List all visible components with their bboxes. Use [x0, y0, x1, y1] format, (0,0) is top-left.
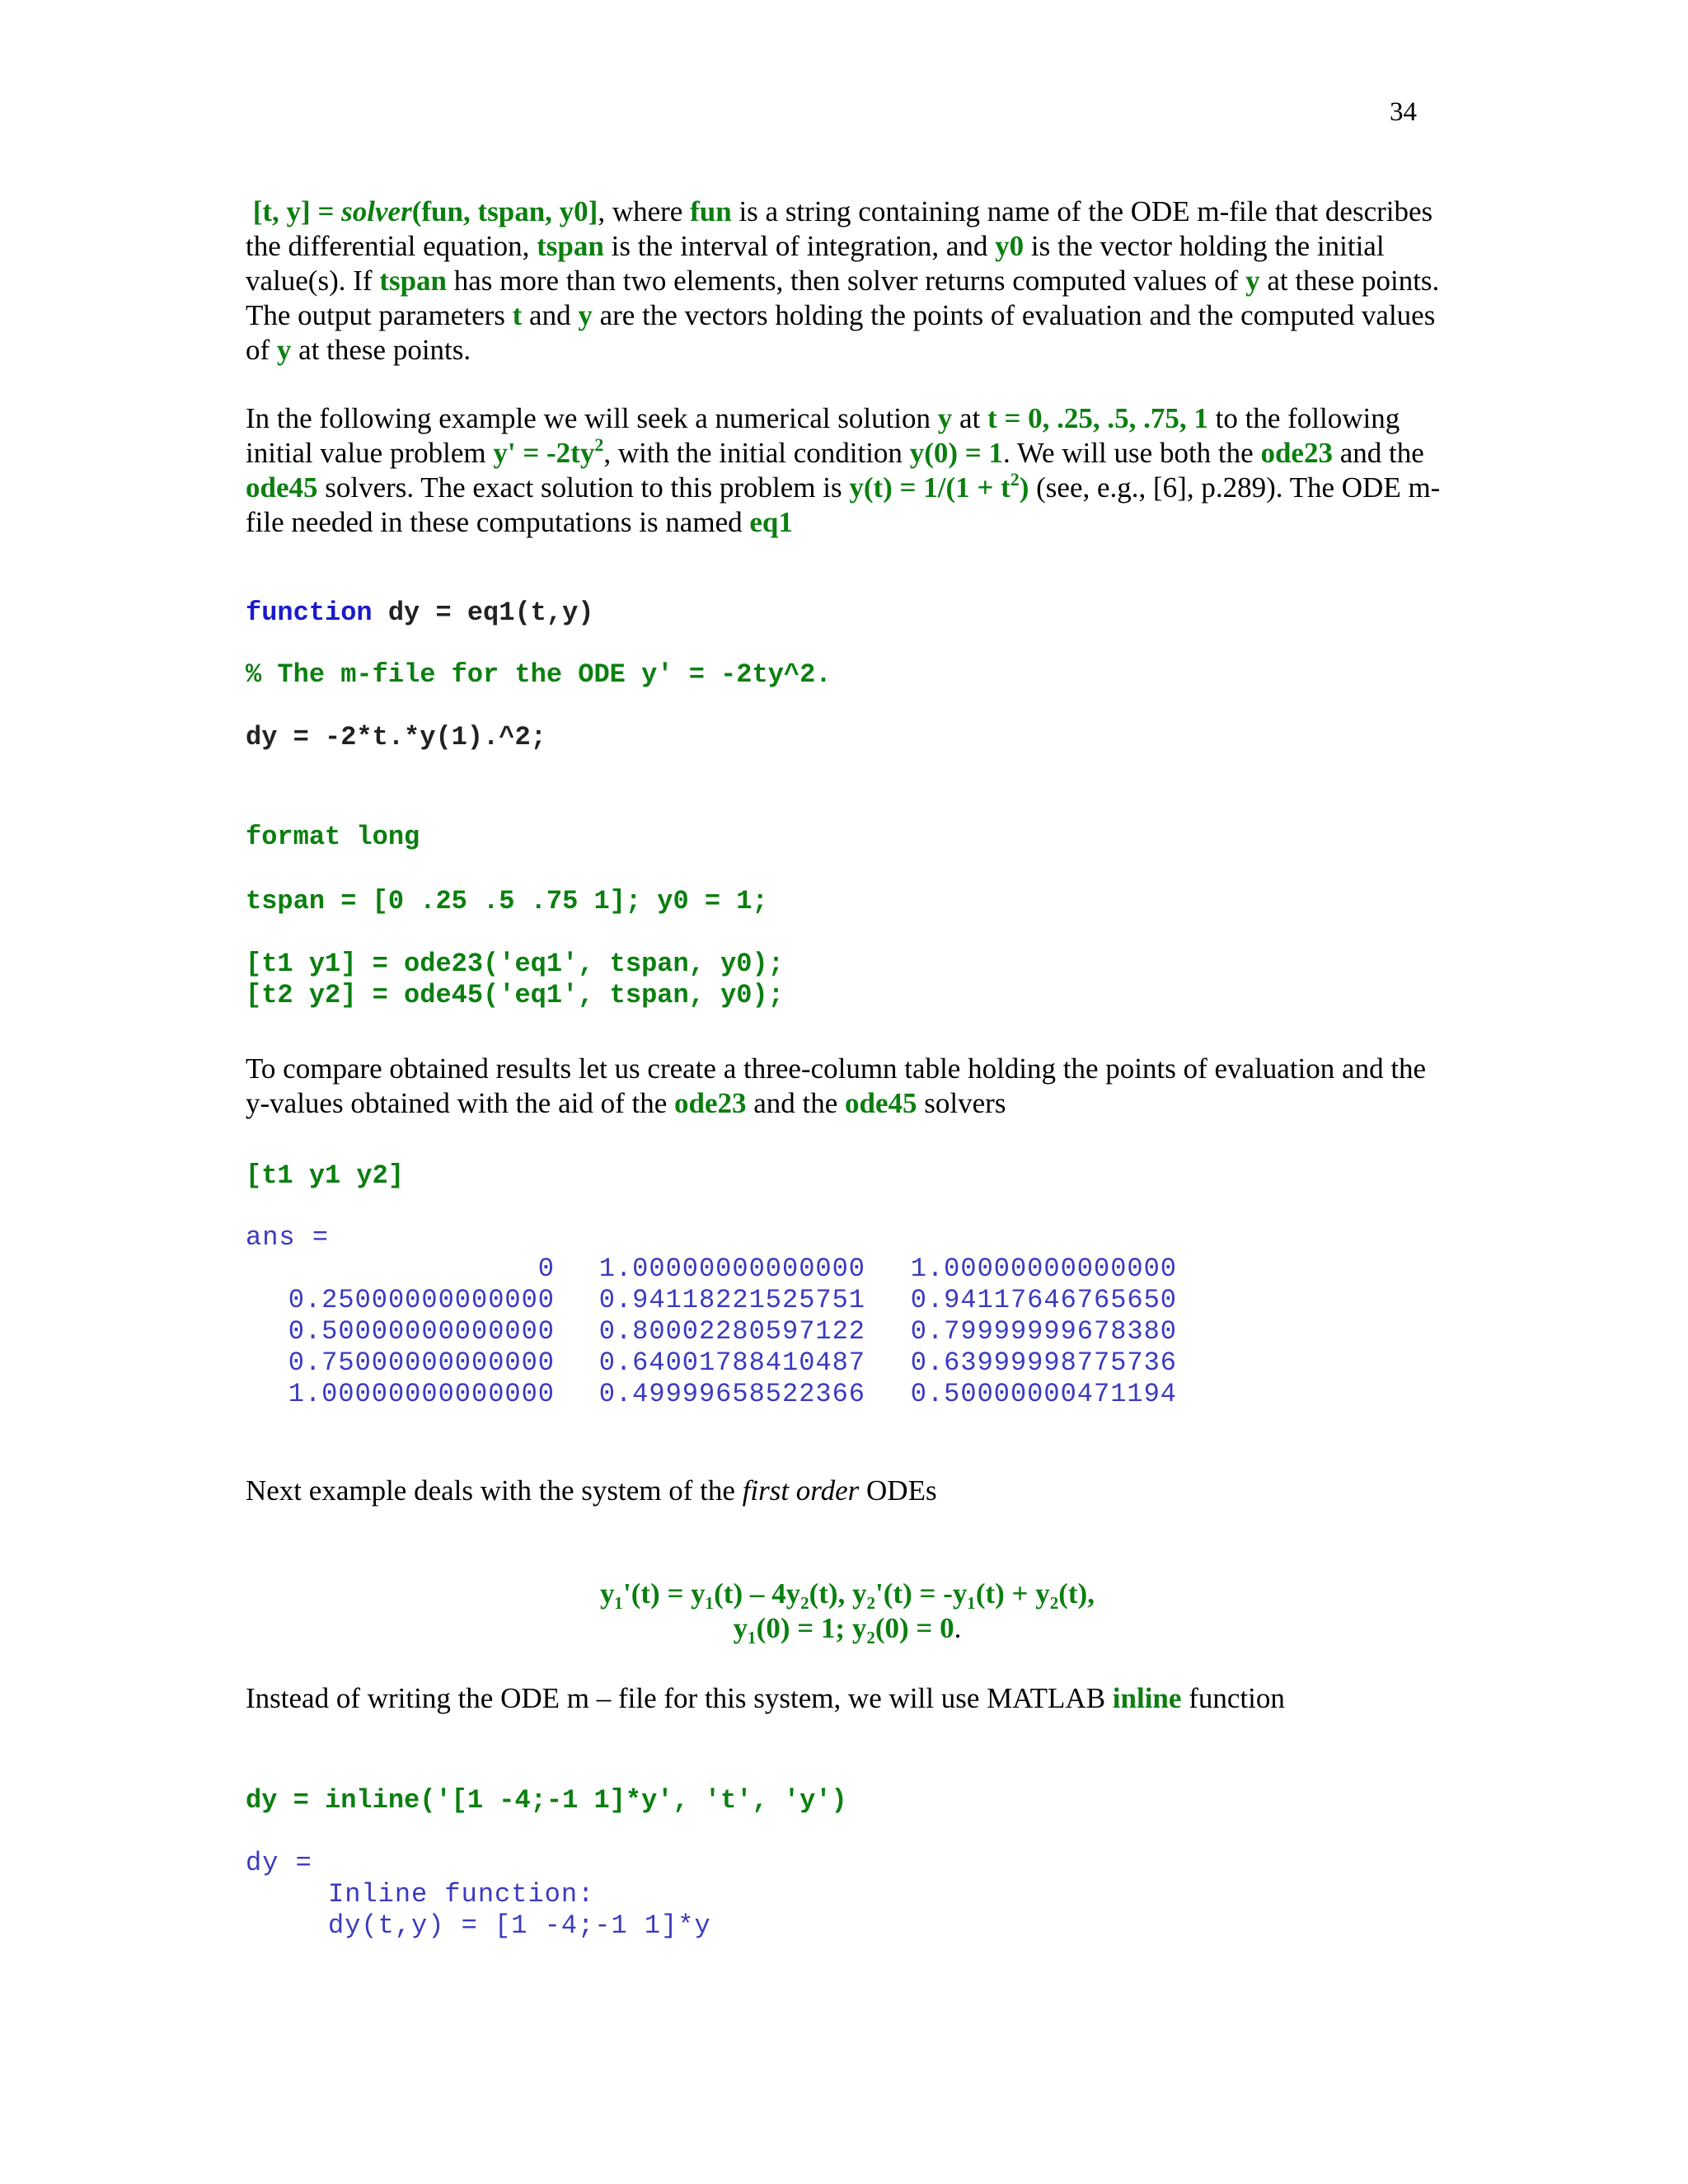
- text-italic: first order: [742, 1474, 860, 1507]
- ans-label: ans =: [246, 1222, 330, 1253]
- term-ode45: ode45: [246, 471, 318, 504]
- text: . We will use both the: [1002, 437, 1261, 469]
- code-tspan: tspan = [0 .25 .5 .75 1]; y0 = 1;: [246, 886, 768, 916]
- text: at these points.: [291, 334, 471, 366]
- code-inline-call: dy = inline('[1 -4;-1 1]*y', 't', 'y'): [246, 1785, 847, 1816]
- ode-text: y' = -2ty: [493, 437, 595, 469]
- system-equation-line1: y₁'(t) = y₁(t) – 4y₂(t), y₂'(t) = -y₁(t) + y₂(t),: [600, 1577, 1095, 1610]
- term-eq1: eq1: [749, 506, 793, 538]
- table-cell: 1.00000000000000: [910, 1254, 1177, 1284]
- text: solvers. The exact solution to this problem is: [317, 471, 850, 504]
- text: is a string containing name of the ODE m-file that describes the differential equation,: [246, 195, 1433, 262]
- paragraph-example: [246, 401, 1449, 540]
- table-cell: 0.63999998775736: [910, 1347, 1177, 1378]
- text: are the vectors holding the points of evaluation and the computed values of: [246, 299, 1436, 366]
- table-cell: 0.94118221525751: [598, 1285, 865, 1315]
- exact-end: ): [1019, 471, 1029, 504]
- paragraph-compare: [246, 1052, 1449, 1121]
- table-cell: 1.00000000000000: [288, 1379, 555, 1409]
- code-body: dy = -2*t.*y(1).^2;: [246, 722, 546, 752]
- text: at these points. The output parameters: [246, 265, 1440, 331]
- table-row: [246, 1285, 1235, 1316]
- text: is the vector holding the initial value(s). If: [246, 230, 1385, 297]
- paragraph-next-example: [246, 1474, 1449, 1508]
- code-comment: % The m-file for the ODE y' = -2ty^2.: [246, 659, 832, 690]
- term-tspan: tspan: [379, 265, 448, 297]
- text: and the: [746, 1087, 846, 1119]
- inline-output-header: Inline function:: [328, 1879, 595, 1910]
- text: Next example deals with the system of the: [246, 1474, 743, 1507]
- code-function-def: [246, 598, 593, 629]
- text: at: [952, 402, 988, 434]
- table-cell: 0.80002280597122: [598, 1316, 865, 1347]
- solver-call-args: (fun, tspan, y0]: [411, 195, 598, 227]
- term-tspan: tspan: [537, 230, 604, 262]
- text: , where: [598, 195, 691, 227]
- text: To compare obtained results let us create a three-column table holding the points of evaluation and the y-values obtained with the aid of the: [246, 1052, 1427, 1119]
- dy-label: dy =: [246, 1848, 312, 1878]
- exact-exponent: 2: [1010, 469, 1020, 490]
- text: (see, e.g., [6], p.289). The ODE m-file needed in these computations is named: [246, 471, 1441, 538]
- term-y: y: [276, 334, 292, 366]
- term-t: t: [512, 299, 523, 331]
- term-fun: fun: [690, 195, 732, 227]
- table-cell: 0.50000000471194: [910, 1379, 1177, 1409]
- table-cell: 0.50000000000000: [288, 1316, 555, 1347]
- text: ODEs: [859, 1474, 937, 1507]
- term-exact-solution: [849, 471, 1029, 504]
- table-cell: 1.00000000000000: [598, 1254, 865, 1284]
- inline-output-expression: dy(t,y) = [1 -4;-1 1]*y: [328, 1910, 711, 1941]
- text: has more than two elements, then solver returns computed values of: [447, 265, 1246, 297]
- text: In the following example we will seek a numerical solution: [246, 402, 938, 434]
- paragraph-inline: [246, 1681, 1449, 1716]
- text: , with the initial condition: [603, 437, 910, 469]
- text: and the: [1332, 437, 1424, 469]
- paragraph-solver-syntax: [246, 194, 1449, 368]
- solver-call-name: solver: [341, 195, 412, 227]
- term-ode23: ode23: [1260, 437, 1333, 469]
- code-table-cmd: [t1 y1 y2]: [246, 1160, 405, 1191]
- term-y: y: [1245, 265, 1260, 297]
- table-cell: 0.79999999678380: [910, 1316, 1177, 1347]
- table-cell: 0.75000000000000: [288, 1347, 555, 1378]
- text: Instead of writing the ODE m – file for this system, we will use MATLAB: [246, 1682, 1113, 1714]
- term-y: y: [578, 299, 593, 331]
- text: to the following initial value problem: [246, 402, 1400, 469]
- period: .: [954, 1612, 962, 1644]
- table-row: [246, 1254, 1235, 1285]
- code-format-long: format long: [246, 822, 420, 852]
- table-cell: 0.25000000000000: [288, 1285, 555, 1315]
- table-row: [246, 1379, 1235, 1410]
- table-row: [246, 1347, 1235, 1379]
- text: and: [522, 299, 579, 331]
- code-keyword: function: [246, 598, 373, 628]
- term-ode45: ode45: [845, 1087, 917, 1119]
- text: function: [1181, 1682, 1285, 1714]
- results-table: [246, 1254, 1235, 1410]
- code-ode23-call: [t1 y1] = ode23('eq1', tspan, y0);: [246, 949, 784, 979]
- solver-call-start: [t, y] =: [252, 195, 342, 227]
- ode-exponent: 2: [594, 434, 604, 455]
- term-ode23: ode23: [674, 1087, 747, 1119]
- term-tvals: t = 0, .25, .5, .75, 1: [987, 402, 1208, 434]
- term-y: y: [937, 402, 953, 434]
- code-ode45-call: [t2 y2] = ode45('eq1', tspan, y0);: [246, 980, 784, 1010]
- term-initial-condition: y(0) = 1: [909, 437, 1003, 469]
- page-number: 34: [1390, 97, 1417, 127]
- exact-text: y(t) = 1/(1 + t: [849, 471, 1010, 504]
- table-row: [246, 1316, 1235, 1347]
- term-ode: [493, 434, 604, 469]
- system-equation-line2: [246, 1611, 1449, 1646]
- text: solvers: [917, 1087, 1006, 1119]
- code-signature: dy = eq1(t,y): [372, 598, 594, 628]
- text: is the interval of integration, and: [603, 230, 996, 262]
- term-y0: y0: [995, 230, 1025, 262]
- table-cell: 0.49999658522366: [598, 1379, 865, 1409]
- table-cell: 0.94117646765650: [910, 1285, 1177, 1315]
- term-inline: inline: [1112, 1682, 1182, 1714]
- table-cell: 0: [537, 1254, 555, 1284]
- initial-conditions: y₁(0) = 1; y₂(0) = 0: [733, 1612, 954, 1644]
- table-cell: 0.64001788410487: [598, 1347, 865, 1378]
